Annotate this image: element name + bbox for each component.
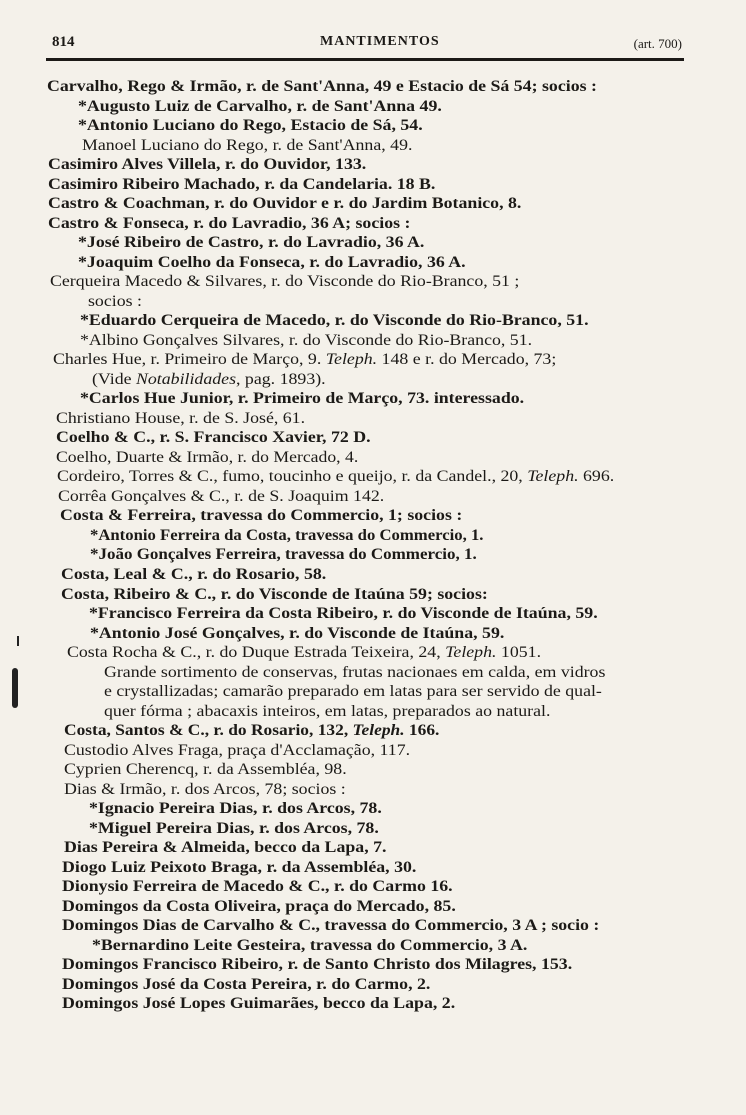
entry-line bbox=[62, 955, 572, 974]
entry-text: *Bernardino Leite Gesteira, travessa do Commercio, 3 A. bbox=[92, 936, 528, 954]
entry-text: Costa Rocha & C., r. do Duque Estrada Teixeira, 24, bbox=[67, 644, 446, 662]
entry-line bbox=[92, 370, 326, 389]
entry-text: Manoel Luciano do Rego, r. de Sant'Anna, 49. bbox=[82, 136, 413, 154]
entry-text: *Ignacio Pereira Dias, r. dos Arcos, 78. bbox=[89, 800, 382, 818]
entry-line bbox=[64, 721, 439, 740]
entry-line bbox=[58, 487, 384, 506]
entry-line bbox=[88, 292, 142, 311]
entry-text: Coelho & C., r. S. Francisco Xavier, 72 D. bbox=[56, 429, 371, 447]
entry-line bbox=[61, 585, 488, 604]
entry-line bbox=[56, 428, 371, 447]
entry-line bbox=[64, 838, 386, 857]
entry-line bbox=[104, 682, 602, 701]
entry-line bbox=[48, 194, 521, 213]
entry-line bbox=[57, 467, 614, 486]
entry-line bbox=[64, 780, 346, 799]
entry-text: Domingos José da Costa Pereira, r. do Carmo, 2. bbox=[62, 975, 431, 993]
entry-text: Costa & Ferreira, travessa do Commercio, 1; socios : bbox=[60, 507, 463, 525]
entry-text: Domingos José Lopes Guimarães, becco da Lapa, 2. bbox=[62, 995, 456, 1013]
entry-text: Grande sortimento de conservas, frutas nacionaes em calda, em vidros bbox=[104, 663, 606, 681]
entry-line bbox=[80, 331, 532, 350]
entry-line bbox=[62, 877, 453, 896]
entry-text: Christiano House, r. de S. José, 61. bbox=[56, 409, 306, 427]
entry-text: *Eduardo Cerqueira de Macedo, r. do Visconde do Rio-Branco, 51. bbox=[80, 312, 589, 330]
entry-text: *Carlos Hue Junior, r. Primeiro de Março, 73. interessado. bbox=[80, 390, 525, 408]
article-reference: (art. 700) bbox=[633, 36, 682, 51]
entry-text: quer fórma ; abacaxis inteiros, em latas, preparados ao natural. bbox=[104, 702, 551, 720]
entry-line bbox=[61, 565, 326, 584]
entry-text: *Antonio Ferreira da Costa, travessa do Commercio, 1. bbox=[90, 526, 484, 544]
header-rule bbox=[46, 58, 684, 61]
entry-text: Diogo Luiz Peixoto Braga, r. da Assembléa, 30. bbox=[62, 858, 417, 876]
entry-text: Cerqueira Macedo & Silvares, r. do Visconde do Rio-Branco, 51 ; bbox=[50, 273, 520, 291]
entry-line bbox=[78, 116, 423, 135]
entry-line bbox=[92, 936, 527, 955]
entry-line bbox=[104, 702, 550, 721]
entry-text: Dias Pereira & Almeida, becco da Lapa, 7. bbox=[64, 839, 387, 857]
entry-line bbox=[62, 897, 456, 916]
entry-line bbox=[62, 916, 599, 935]
entry-text: *Albino Gonçalves Silvares, r. do Visconde do Rio-Branco, 51. bbox=[80, 331, 533, 349]
entry-line bbox=[80, 311, 589, 330]
entry-text: 148 e r. do Mercado, 73; bbox=[377, 351, 557, 369]
entry-italic-text: Teleph. bbox=[352, 722, 405, 740]
entry-text: 1051. bbox=[496, 644, 542, 662]
entry-text: *Augusto Luiz de Carvalho, r. de Sant'Anna 49. bbox=[78, 97, 442, 115]
margin-ink-mark bbox=[17, 636, 19, 646]
entry-italic-text: Teleph. bbox=[445, 644, 497, 662]
entry-line bbox=[56, 409, 305, 428]
entry-line bbox=[78, 253, 466, 272]
entry-italic-text: Notabilidades bbox=[135, 370, 237, 388]
entry-text: e crystallizadas; camarão preparado em latas para ser servido de qual- bbox=[104, 683, 602, 701]
entry-text: *Antonio Luciano do Rego, Estacio de Sá, 54. bbox=[78, 117, 423, 135]
entry-text: Casimiro Ribeiro Machado, r. da Candelaria. 18 B. bbox=[48, 175, 436, 193]
entry-text: Dias & Irmão, r. dos Arcos, 78; socios : bbox=[64, 780, 346, 798]
entry-line bbox=[62, 975, 430, 994]
entry-line bbox=[90, 545, 477, 564]
entry-text: Costa, Leal & C., r. do Rosario, 58. bbox=[61, 566, 327, 583]
entry-text: Costa, Ribeiro & C., r. do Visconde de Itaúna 59; socios: bbox=[61, 585, 488, 603]
entry-line bbox=[48, 155, 366, 174]
page-number: 814 bbox=[52, 34, 75, 50]
entry-text: (Vide bbox=[92, 370, 136, 388]
entry-line bbox=[90, 624, 504, 643]
entry-line bbox=[90, 526, 483, 545]
entry-text: 696. bbox=[578, 468, 615, 486]
entry-text: socios : bbox=[88, 292, 142, 310]
entry-line bbox=[67, 643, 541, 662]
entry-text: *Miguel Pereira Dias, r. dos Arcos, 78. bbox=[89, 819, 379, 837]
entry-text: 166. bbox=[404, 722, 440, 740]
entry-text: *Francisco Ferreira da Costa Ribeiro, r. do Visconde de Itaúna, 59. bbox=[89, 605, 598, 623]
entry-line bbox=[50, 272, 519, 291]
entry-line bbox=[82, 136, 412, 155]
entry-text: *Antonio José Gonçalves, r. do Visconde de Itaúna, 59. bbox=[90, 624, 505, 642]
entry-line bbox=[64, 741, 410, 760]
entry-text: Coelho, Duarte & Irmão, r. do Mercado, 4. bbox=[56, 448, 359, 466]
entry-line bbox=[78, 97, 442, 116]
entry-line bbox=[104, 663, 605, 682]
entry-line bbox=[89, 799, 382, 818]
entry-text: Domingos Francisco Ribeiro, r. de Santo Christo dos Milagres, 153. bbox=[62, 956, 573, 974]
entry-line bbox=[62, 858, 416, 877]
margin-ink-mark bbox=[12, 668, 18, 708]
entry-italic-text: Teleph. bbox=[325, 351, 378, 369]
entry-line bbox=[80, 389, 524, 408]
entry-line bbox=[89, 819, 379, 838]
entry-text: *Joaquim Coelho da Fonseca, r. do Lavradio, 36 A. bbox=[78, 253, 466, 271]
entry-line bbox=[64, 760, 347, 779]
entry-text: Domingos Dias de Carvalho & C., travessa do Commercio, 3 A ; socio : bbox=[62, 917, 600, 935]
entry-text: *José Ribeiro de Castro, r. do Lavradio, 36 A. bbox=[78, 234, 425, 252]
entry-line bbox=[47, 77, 597, 96]
entry-text: *João Gonçalves Ferreira, travessa do Commercio, 1. bbox=[90, 546, 477, 564]
section-title: MANTIMENTOS bbox=[320, 34, 440, 49]
entry-text: Carvalho, Rego & Irmão, r. de Sant'Anna, 49 e Estacio de Sá 54; socios : bbox=[47, 78, 597, 95]
entry-line bbox=[48, 214, 410, 233]
entry-line bbox=[53, 350, 556, 369]
entry-text: Corrêa Gonçalves & C., r. de S. Joaquim 142. bbox=[58, 487, 385, 505]
entry-line bbox=[56, 448, 358, 467]
entry-line bbox=[60, 506, 462, 525]
entry-line bbox=[62, 994, 455, 1013]
entry-text: Cordeiro, Torres & C., fumo, toucinho e queijo, r. da Candel., 20, bbox=[57, 468, 528, 486]
page-header bbox=[40, 34, 690, 56]
entry-line bbox=[48, 175, 435, 194]
entry-line bbox=[89, 604, 598, 623]
entry-line bbox=[78, 233, 424, 252]
entry-text: Dionysio Ferreira de Macedo & C., r. do Carmo 16. bbox=[62, 878, 453, 896]
entry-text: Castro & Coachman, r. do Ouvidor e r. do Jardim Botanico, 8. bbox=[48, 195, 522, 213]
entry-text: Domingos da Costa Oliveira, praça do Mercado, 85. bbox=[62, 897, 456, 915]
entry-text: Custodio Alves Fraga, praça d'Acclamação, 117. bbox=[64, 741, 411, 759]
entry-text: Casimiro Alves Villela, r. do Ouvidor, 133. bbox=[48, 156, 367, 174]
entry-text: Costa, Santos & C., r. do Rosario, 132, bbox=[64, 722, 353, 740]
entry-text: Castro & Fonseca, r. do Lavradio, 36 A; socios : bbox=[48, 214, 411, 232]
entry-italic-text: Teleph. bbox=[527, 468, 579, 486]
entry-text: Charles Hue, r. Primeiro de Março, 9. bbox=[53, 351, 326, 369]
entry-text: , pag. 1893). bbox=[236, 370, 326, 388]
entry-text: Cyprien Cherencq, r. da Assembléa, 98. bbox=[64, 761, 347, 779]
